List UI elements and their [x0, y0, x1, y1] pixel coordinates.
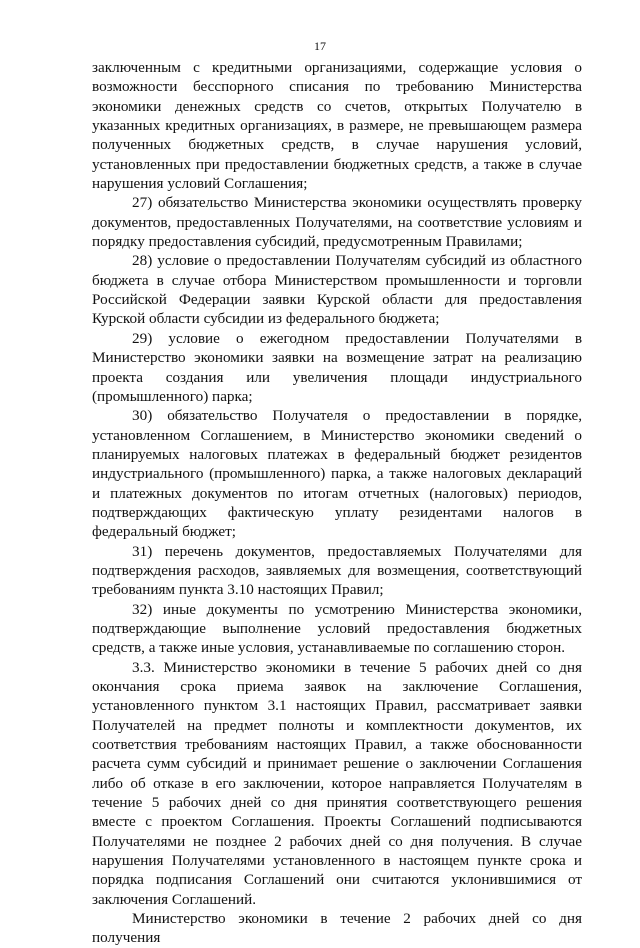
paragraph-continuation: заключенным с кредитными организациями, содержащие условия о возможности бесспорного списания по требованию Министерства экономики денежных средств со счетов, открытых Получателю в указанных кредитных организациях, в размере, не превышающем размера полученных бюджетных средств, в случае нарушения условий, установленных при предоставлении бюджетных средств, а также в случае нарушения условий Соглашения; [92, 59, 582, 193]
paragraph-item-28: 28) условие о предоставлении Получателям субсидий из областного бюджета в случае отбора Министерством промышленности и торговли Российской Федерации заявки Курской области для предоставления Курской области субсидии из федерального бюджета; [92, 252, 582, 328]
page-number: 17 [314, 39, 326, 53]
paragraph-item-30: 30) обязательство Получателя о предоставлении в порядке, установленном Соглашением, в Министерство экономики сведений о планируемых налоговых платежах в федеральный бюджет резидентов индустриального (промышленного) парка, а также налоговых деклараций и платежных документов по итогам отчетных (налоговых) периодов, подтверждающих фактическую уплату резидентами налогов в федеральный бюджет; [92, 407, 582, 541]
paragraph-section-3-3: 3.3. Министерство экономики в течение 5 рабочих дней со дня окончания срока приема заявок на заключение Соглашения, установленного пунктом 3.1 настоящих Правил, рассматривает заявки Получателей на предмет полноты и комплектности документов, их соответствия требованиям настоящих Правил, а также обоснованности расчета сумм субсидий и принимает решение о заключении Соглашения либо об отказе в его заключении, которое направляется Получателям в течение 5 рабочих дней со дня принятия соответствующего решения вместе с проектом Соглашения. Проекты Соглашений подписываются Получателями не позднее 2 рабочих дней со дня получения. В случае нарушения Получателями установленного в настоящем пункте срока и порядка подписания Соглашений они считаются уклонившимися от заключения Соглашений. [92, 658, 582, 908]
paragraph-item-31: 31) перечень документов, предоставляемых Получателями для подтверждения расходов, заявляемых для возмещения, соответствующий требованиям пункта 3.10 настоящих Правил; [92, 542, 582, 599]
paragraph-item-27: 27) обязательство Министерства экономики осуществлять проверку документов, предоставленных Получателями, на соответствие условиям и порядку предоставления субсидий, предусмотренным Правилами; [92, 194, 582, 251]
paragraph-item-32: 32) иные документы по усмотрению Министерства экономики, подтверждающие выполнение условий предоставления бюджетных средств, а также иные условия, устанавливаемые по соглашению сторон. [92, 600, 582, 657]
paragraph-ministry-two-days: Министерство экономики в течение 2 рабочих дней со дня получения [92, 910, 582, 947]
document-body [92, 58, 582, 948]
paragraph-item-29: 29) условие о ежегодном предоставлении Получателями в Министерство экономики заявки на возмещение затрат на реализацию проекта создания или увеличения площади индустриального (промышленного) парка; [92, 329, 582, 405]
